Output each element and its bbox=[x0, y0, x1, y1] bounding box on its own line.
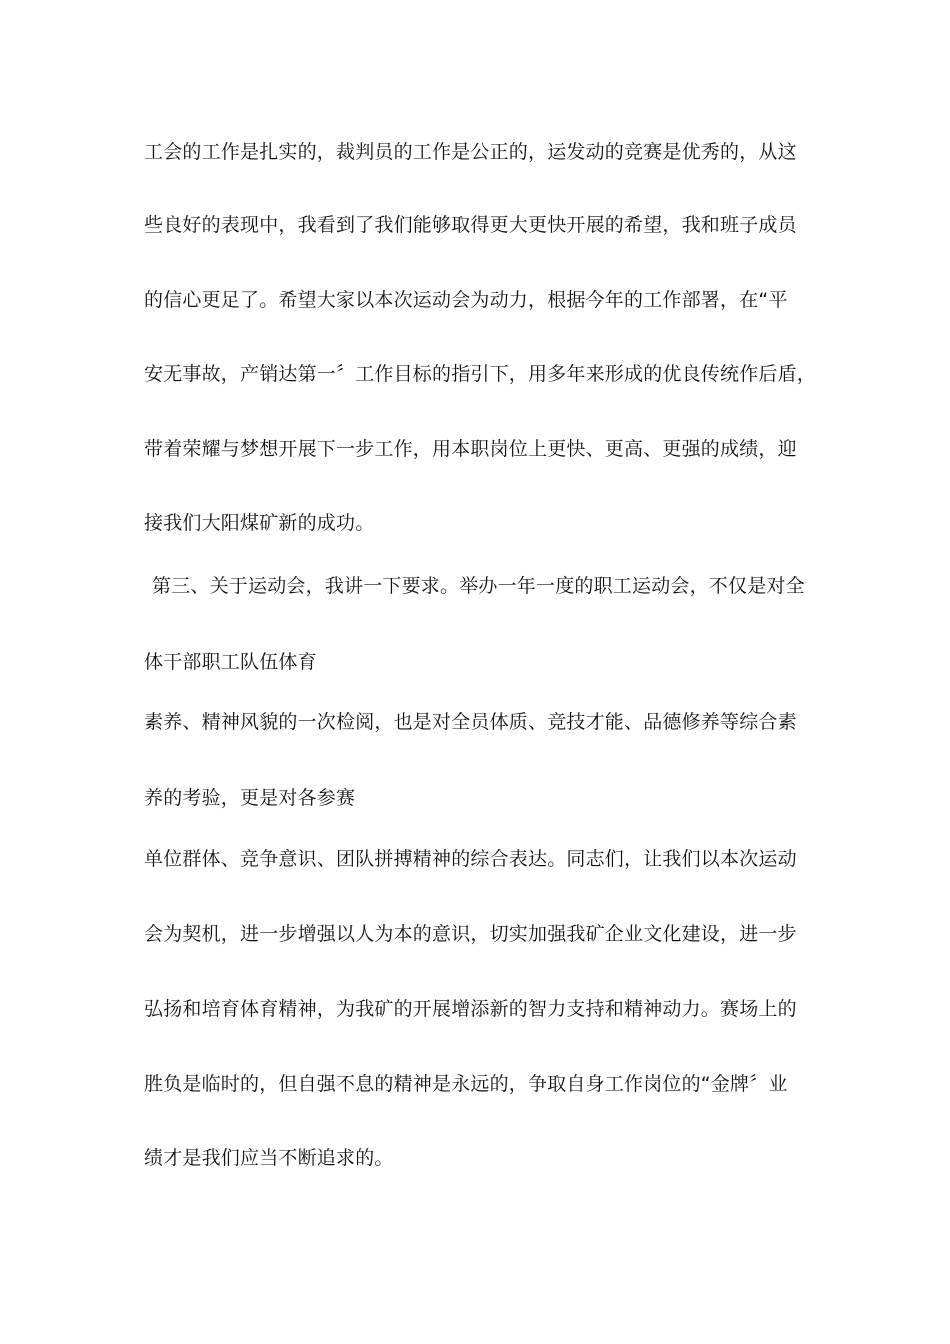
text-line: 绩才是我们应当不断追求的。 bbox=[144, 1147, 394, 1169]
text-line: 接我们大阳煤矿新的成功。 bbox=[144, 512, 375, 534]
text-line: 些良好的表现中，我看到了我们能够取得更大更快开展的希望，我和班子成员 bbox=[144, 214, 797, 236]
text-line: 体干部职工队伍体育 bbox=[144, 651, 317, 673]
text-line: 胜负是临时的，但自强不息的精神是永远的，争取自身工作岗位的“金牌〞业 bbox=[144, 1073, 788, 1095]
text-line: 第三、关于运动会，我讲一下要求。举办一年一度的职工运动会，不仅是对全 bbox=[152, 575, 805, 597]
text-line: 弘扬和培育体育精神，为我矿的开展增添新的智力支持和精神动力。赛场上的 bbox=[144, 998, 797, 1020]
text-line: 安无事故，产销达第一〞工作目标的指引下，用多年来形成的优良传统作后盾， bbox=[144, 363, 817, 385]
text-line: 的信心更足了。希望大家以本次运动会为动力，根据今年的工作部署，在“平 bbox=[144, 289, 788, 311]
text-line: 工会的工作是扎实的，裁判员的工作是公正的，运发动的竞赛是优秀的，从这 bbox=[144, 141, 797, 163]
text-line: 养的考验，更是对各参赛 bbox=[144, 787, 356, 809]
text-line: 单位群体、竞争意识、团队拼搏精神的综合表达。同志们，让我们以本次运动 bbox=[144, 848, 797, 870]
text-line: 会为契机，进一步增强以人为本的意识，切实加强我矿企业文化建设，进一步 bbox=[144, 923, 797, 945]
text-line: 带着荣耀与梦想开展下一步工作，用本职岗位上更快、更高、更强的成绩，迎 bbox=[144, 438, 797, 460]
text-line: 素养、精神风貌的一次检阅，也是对全员体质、竞技才能、品德修养等综合素 bbox=[144, 711, 797, 733]
